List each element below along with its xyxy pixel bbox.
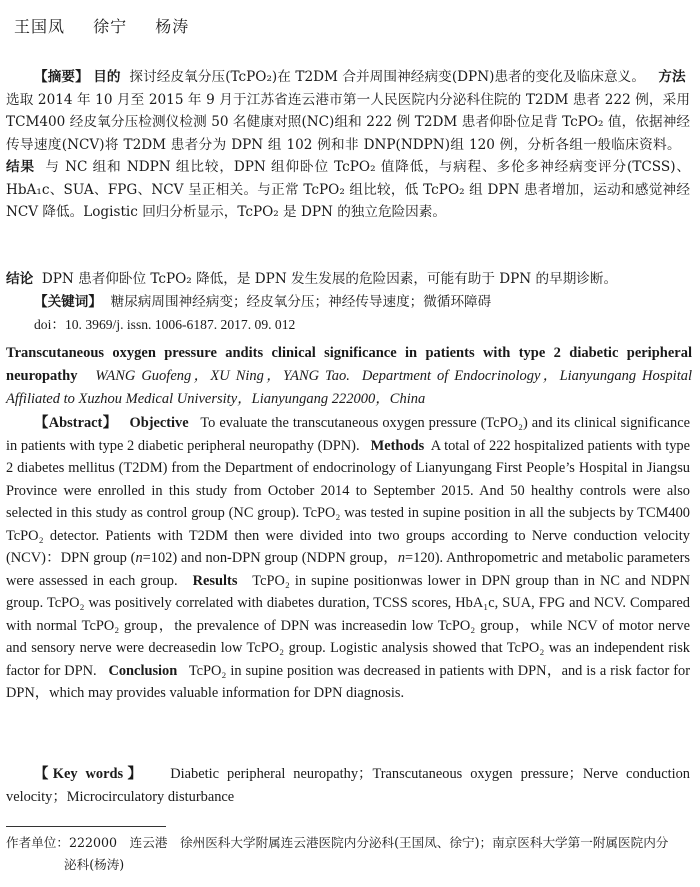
english-keywords [6, 763, 690, 808]
sample-size-symbol: n [135, 550, 143, 566]
doi: doi：10. 3969/j. issn. 1006-6187. 2017. 09. 012 [34, 316, 296, 332]
methods-label-en: Methods [370, 437, 425, 454]
methods-text-en: A total of 222 hospitalized patients with type 2 diabetes mellitus (T2DM) from the Department of endocrinology of Lianyungang First People’s Hospital in Jiangsu Province were enrolled in this study from October 2014 to September 2015. And 50 healthy controls were also selected in this study as control group (NC group). TcPO₂ was tested in supine position in all the subjects by TCM400 TcPO₂ detector. Patients with T2DM then were divided into two groups according to Nerve conduction velocity (NCV)：DPN group ( [6, 437, 690, 566]
conclusion-label-en: Conclusion [108, 662, 178, 679]
methods-text-en-2: =102) and non-DPN group (NDPN group， [142, 550, 398, 566]
conclusion-label-cn: 结论 [6, 271, 34, 287]
english-title: Transcutaneous oxygen pressure andits clinical significance in patients with type 2 diabetic peripheral neuropathy [6, 345, 692, 384]
footnote-divider [6, 826, 166, 827]
authors-chinese [14, 14, 211, 37]
objective-label-cn: 目的 [93, 69, 121, 85]
english-abstract [6, 412, 690, 705]
footnote-line-1: 222000 连云港 徐州医科大学附属连云港医院内分泌科(王国凤、徐宁)；南京医科大学第一附属医院内分 [68, 835, 669, 850]
methods-label-cn: 方法 [658, 69, 686, 85]
results-label-cn: 结果 [6, 159, 35, 175]
chinese-abstract [6, 66, 690, 224]
author-affiliation-footnote [6, 832, 690, 876]
results-text-cn: 与 NC 组和 NDPN 组比较，DPN 组仰卧位 TcPO₂ 值降低，与病程、多伦多神经病变评分(TCSS)、HbA₁c、SUA、FPG、NCV 呈正相关。与正常 TcPO₂ 组比较，低 TcPO₂ 组 DPN 患者增加，运动和感觉神经 NCV 降低。Logistic 回归分析显示，TcPO₂ 是 DPN 的独立危险因素。 [6, 159, 690, 220]
methods-text-en-3: =120). Anthropometric and metabolic parameters were assessed in each group. [6, 550, 691, 589]
methods-text-cn: 选取 2014 年 10 月至 2015 年 9 月于江苏省连云港市第一人民医院内分泌科住院的 T2DM 患者 222 例，采用 TCM400 经皮氧分压检测仪检测 50 名健康对照(NC)组和 222 例 T2DM 患者仰卧位足背 TcPO₂ 值，依据神经传导速度(NCV)将 T2DM 患者分为 DPN 组 102 例和非 DNP(NDPN)组 120 例，分析各组一般临床资料。 [6, 91, 690, 153]
objective-text-cn: 探讨经皮氧分压(TcPO₂)在 T2DM 合并周围神经病变(DPN)患者的变化及临床意义。 [129, 69, 646, 85]
conclusion-text-en: TcPO₂ in supine position was decreased in patients with DPN，and is a risk factor for DPN，which may provides valuable information for DPN diagnosis. [6, 662, 690, 701]
keywords-text-en: Diabetic peripheral neuropathy；Transcutaneous oxygen pressure；Nerve conduction velocity；Microcirculatory disturbance [6, 766, 691, 805]
english-authors: WANG Guofeng，XU Ning，YANG Tao. [95, 368, 350, 384]
objective-text-en: To evaluate the transcutaneous oxygen pressure (TcPO₂) and its clinical significance in patients with type 2 diabetic peripheral neuropathy (DPN). [6, 415, 690, 454]
abstract-label-en: 【Abstract】 [34, 415, 118, 431]
keywords-label-cn: 【关键词】 [34, 294, 102, 310]
author-name: 王国凤 [14, 17, 66, 36]
keywords-label-en: 【Key words】 [34, 766, 147, 782]
objective-label-en: Objective [129, 415, 189, 431]
author-name: 杨涛 [155, 17, 190, 36]
chinese-keywords [34, 291, 690, 314]
keywords-text-cn: 糖尿病周围神经病变；经皮氧分压；神经传导速度；微循环障碍 [110, 294, 492, 310]
footnote-label: 作者单位： [6, 835, 69, 850]
chinese-conclusion [6, 268, 690, 291]
abstract-label-cn: 【摘要】 [34, 69, 89, 85]
results-text-en: TcPO₂ in supine positionwas lower in DPN group than in NC and NDPN group. TcPO₂ was positively correlated with diabetes duration, TCSS scores, HbA₁c, SUA, FPG and NCV. Compared with normal TcPO₂ group，the prevalence of DPN was increasedin low TcPO₂ group，while NCV of motor nerve and sensory nerve were decreasedin low TcPO₂ group. Logistic analysis showed that TcPO₂ was an independent risk factor for DPN. [6, 572, 690, 679]
conclusion-text-cn: DPN 患者仰卧位 TcPO₂ 降低，是 DPN 发生发展的危险因素，可能有助于 DPN 的早期诊断。 [41, 271, 618, 287]
english-title-block [6, 342, 692, 411]
sample-size-symbol: n [397, 550, 406, 566]
author-name: 徐宁 [93, 17, 128, 36]
footnote-line-2: 泌科(杨涛) [64, 857, 125, 872]
english-affiliation: Department of Endocrinology，Lianyungang Hospital Affiliated to Xuzhou Medical University，Lianyungang 222000，China [6, 368, 693, 407]
results-label-en: Results [192, 572, 238, 589]
